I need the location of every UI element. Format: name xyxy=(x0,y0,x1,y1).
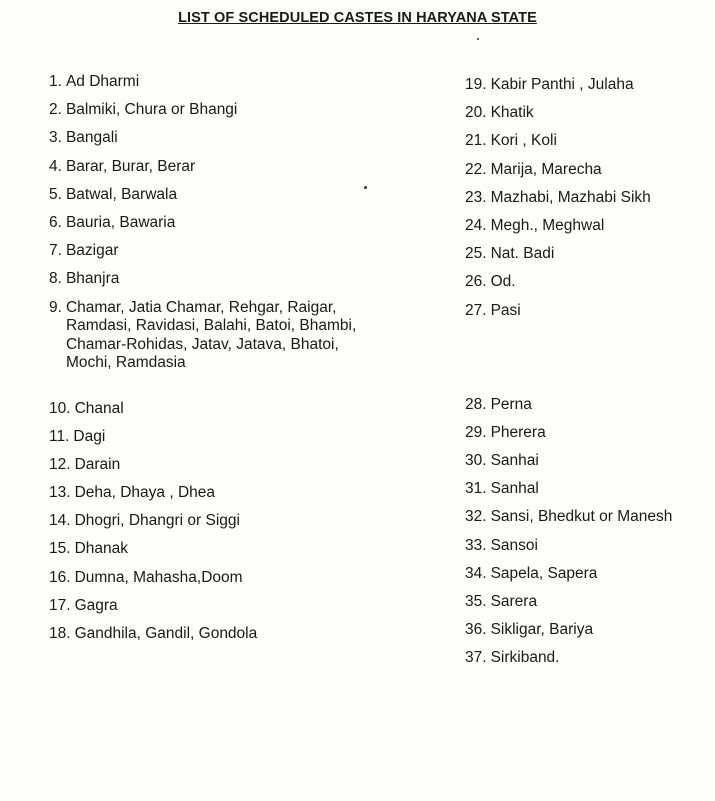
list-item xyxy=(49,129,379,157)
item-number: 9. xyxy=(49,298,62,316)
item-number: 18. xyxy=(49,625,71,642)
item-number: 22. xyxy=(465,160,487,178)
item-name: Megh., Meghwal xyxy=(490,216,605,234)
list-item xyxy=(465,104,705,132)
item-number: 34. xyxy=(465,564,487,582)
item-number: 29. xyxy=(465,423,487,441)
item-name: Marija, Marecha xyxy=(490,160,602,178)
item-name: Sirkiband. xyxy=(490,649,560,667)
item-name: Bangali xyxy=(65,129,118,147)
list-item xyxy=(49,428,379,456)
item-name: Balmiki, Chura or Bhangi xyxy=(65,101,238,119)
list-item xyxy=(49,270,379,298)
item-number: 32. xyxy=(465,508,487,526)
item-name: Sansoi xyxy=(490,536,538,554)
item-name: Batwal, Barwala xyxy=(65,185,178,203)
item-name: Dhanak xyxy=(74,540,128,558)
item-name: Bauria, Bawaria xyxy=(65,213,176,231)
item-name: Dagi xyxy=(73,427,106,445)
item-name: Sikligar, Bariya xyxy=(490,621,594,639)
item-number: 10. xyxy=(49,399,71,417)
item-name: Sansi, Bhedkut or Manesh xyxy=(490,508,673,526)
item-number: 5. xyxy=(49,185,62,203)
item-name: Perna xyxy=(490,395,532,413)
list-item xyxy=(49,400,379,428)
list-item xyxy=(465,396,705,424)
item-name: Dumna, Mahasha,Doom xyxy=(74,568,243,586)
item-number: 3. xyxy=(49,129,62,147)
scan-speck xyxy=(364,186,367,189)
item-name: Sanhai xyxy=(490,452,539,470)
page-title: LIST OF SCHEDULED CASTES IN HARYANA STATE xyxy=(178,10,537,26)
list-item xyxy=(49,540,379,568)
item-name: Kabir Panthi , Julaha xyxy=(490,76,634,93)
list-item xyxy=(465,537,705,565)
list-item xyxy=(465,565,705,593)
list-item xyxy=(49,625,379,653)
item-name: Pasi xyxy=(490,301,521,319)
item-number: 2. xyxy=(49,101,62,119)
list-item xyxy=(49,299,379,373)
item-number: 11. xyxy=(49,427,70,445)
list-item xyxy=(49,73,379,101)
item-number: 15. xyxy=(49,540,71,558)
list-item xyxy=(465,480,705,508)
item-number: 28. xyxy=(465,395,487,413)
list-item xyxy=(465,76,705,104)
list-item xyxy=(49,101,379,129)
item-number: 23. xyxy=(465,188,487,206)
item-number: 36. xyxy=(465,621,487,639)
item-name: Deha, Dhaya , Dhea xyxy=(74,484,216,502)
item-number: 24. xyxy=(465,216,487,234)
item-number: 25. xyxy=(465,245,487,263)
list-item xyxy=(465,424,705,452)
list-item xyxy=(49,456,379,484)
item-name: Chanal xyxy=(74,399,124,417)
item-name: Sarera xyxy=(490,593,538,610)
item-name: Sanhal xyxy=(490,480,539,498)
item-number: 27. xyxy=(465,301,487,319)
list-item xyxy=(465,649,705,677)
list-item xyxy=(465,621,705,649)
item-number: 1. xyxy=(49,73,62,90)
item-number: 26. xyxy=(465,273,487,291)
item-name: Chamar, Jatia Chamar, Rehgar, Raigar, Ramdasi, Ravidasi, Balahi, Batoi, Bhambi, Chamar-Rohidas, Jatav, Jatava, Bhatoi, Mochi, Ramdasia xyxy=(65,298,357,371)
scan-speck xyxy=(477,38,479,40)
item-number: 19. xyxy=(465,76,487,93)
list-item xyxy=(49,158,379,186)
caste-list-left-column xyxy=(49,73,379,653)
item-name: Ad Dharmi xyxy=(65,73,140,90)
item-name: Gandhila, Gandil, Gondola xyxy=(74,625,258,642)
list-item xyxy=(49,214,379,242)
item-number: 17. xyxy=(49,596,71,614)
item-number: 4. xyxy=(49,157,62,175)
item-number: 7. xyxy=(49,242,62,260)
item-number: 6. xyxy=(49,213,62,231)
item-number: 35. xyxy=(465,593,487,610)
list-item xyxy=(465,452,705,480)
caste-list-right-column xyxy=(465,76,705,678)
item-name: Darain xyxy=(74,455,121,473)
item-number: 14. xyxy=(49,512,71,530)
list-item xyxy=(465,273,705,301)
item-number: 13. xyxy=(49,484,71,502)
item-name: Mazhabi, Mazhabi Sikh xyxy=(490,188,651,206)
list-item xyxy=(49,569,379,597)
item-name: Dhogri, Dhangri or Siggi xyxy=(74,512,240,530)
item-number: 33. xyxy=(465,536,487,554)
list-item xyxy=(49,512,379,540)
item-name: Gagra xyxy=(74,596,118,614)
list-item xyxy=(49,484,379,512)
item-name: Kori , Koli xyxy=(490,132,557,150)
list-item xyxy=(49,597,379,625)
item-number: 12. xyxy=(49,455,71,473)
column-gap xyxy=(465,330,705,396)
list-item xyxy=(465,593,705,621)
list-item xyxy=(465,217,705,245)
item-name: Bazigar xyxy=(65,242,119,260)
list-item xyxy=(49,242,379,270)
item-name: Bhanjra xyxy=(65,270,120,288)
item-name: Sapela, Sapera xyxy=(490,564,598,582)
list-item xyxy=(49,186,379,214)
item-number: 21. xyxy=(465,132,487,150)
item-number: 31. xyxy=(465,480,487,498)
list-item xyxy=(465,132,705,160)
item-name: Pherera xyxy=(490,423,546,441)
list-item xyxy=(465,245,705,273)
item-name: Od. xyxy=(490,273,516,291)
list-item xyxy=(465,508,705,536)
list-item xyxy=(465,161,705,189)
list-item xyxy=(465,189,705,217)
item-name: Barar, Burar, Berar xyxy=(65,157,196,175)
item-name: Nat. Badi xyxy=(490,245,555,263)
item-number: 30. xyxy=(465,452,487,470)
item-number: 8. xyxy=(49,270,62,288)
item-number: 20. xyxy=(465,104,487,122)
list-item xyxy=(465,302,705,330)
item-number: 37. xyxy=(465,649,487,667)
item-number: 16. xyxy=(49,568,71,586)
item-name: Khatik xyxy=(490,104,534,122)
